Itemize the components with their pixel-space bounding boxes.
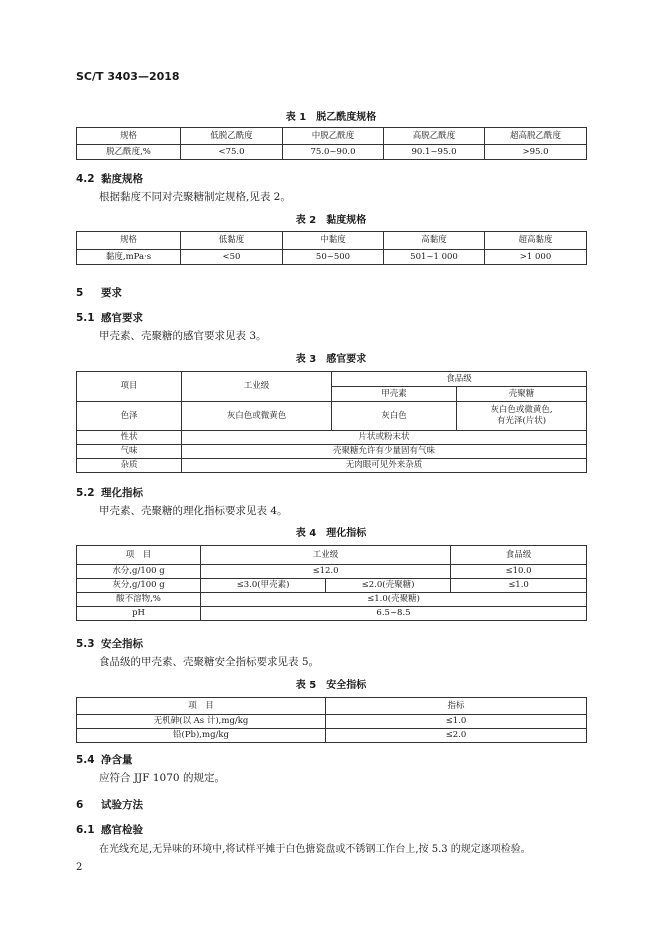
table4-insoluble-label: 酸不溶物,% xyxy=(77,593,201,607)
table3-impurity-label: 杂质 xyxy=(77,459,182,473)
section-number: 5.2 xyxy=(76,487,95,499)
table4-ash-chitin: ≤3.0(甲壳素) xyxy=(201,579,326,593)
table4-insoluble-value: ≤1.0(壳聚糖) xyxy=(201,593,587,607)
table5-lead-label: 铅(Pb),mg/kg xyxy=(77,729,326,743)
table2-cell: 黏度,mPa·s xyxy=(77,250,181,265)
table3-smell-value: 壳聚糖允许有少量固有气味 xyxy=(182,445,587,459)
table3-header-chitosan: 壳聚糖 xyxy=(457,387,587,402)
table2-header: 规格 xyxy=(77,232,181,250)
paragraph: 在光线充足,无异味的环境中,将试样平摊于白色搪瓷盘或不锈钢工作台上,按 5.3 的规定逐项检验。 xyxy=(99,844,531,855)
table1 xyxy=(76,127,587,160)
section-number: 5 xyxy=(76,287,84,299)
table1-cell: <75.0 xyxy=(181,145,283,160)
table3-color-industrial: 灰白色或微黄色 xyxy=(182,402,332,431)
section-heading xyxy=(76,797,143,812)
table2-header: 超高黏度 xyxy=(485,232,587,250)
table4-header-industrial: 工业级 xyxy=(201,546,451,565)
table1-cell: >95.0 xyxy=(485,145,587,160)
section-title: 理化指标 xyxy=(101,487,143,499)
table2-cell: >1 000 xyxy=(485,250,587,265)
table5-header-index: 指标 xyxy=(326,698,587,715)
table5-arsenic-label: 无机砷(以 As 计),mg/kg xyxy=(77,715,326,729)
table5-lead-value: ≤2.0 xyxy=(326,729,587,743)
table2-cell: <50 xyxy=(181,250,283,265)
section-heading xyxy=(76,485,143,500)
section-number: 5.1 xyxy=(76,312,95,324)
section-number: 6.1 xyxy=(76,824,95,836)
table3-color-label: 色泽 xyxy=(77,402,182,431)
table4-moisture-label: 水分,g/100 g xyxy=(77,565,201,579)
table4-ph-label: pH xyxy=(77,607,201,621)
table5-arsenic-value: ≤1.0 xyxy=(326,715,587,729)
table3-color-chitosan-line: 有光泽(片状) xyxy=(496,416,547,426)
section-title: 试验方法 xyxy=(101,799,143,811)
table1-caption: 表 1 脱乙酰度规格 xyxy=(285,112,377,123)
table2-header: 低黏度 xyxy=(181,232,283,250)
paragraph: 根据黏度不同对壳聚糖制定规格,见表 2。 xyxy=(99,191,291,203)
table5-header-item: 项 目 xyxy=(77,698,326,715)
paragraph: 甲壳素、壳聚糖的感官要求见表 3。 xyxy=(99,330,267,342)
section-title: 要求 xyxy=(101,287,122,299)
table4-ash-label: 灰分,g/100 g xyxy=(77,579,201,593)
section-title: 感官检验 xyxy=(101,824,143,836)
section-title: 感官要求 xyxy=(101,312,143,324)
table3 xyxy=(76,371,587,473)
table1-cell: 脱乙酰度,% xyxy=(77,145,181,160)
table3-header-item: 项目 xyxy=(77,372,182,402)
section-number: 6 xyxy=(76,799,84,811)
table4-caption: 表 4 理化指标 xyxy=(295,528,367,539)
section-title: 净含量 xyxy=(101,754,133,766)
table3-header-chitin: 甲壳素 xyxy=(332,387,457,402)
table3-caption: 表 3 感官要求 xyxy=(295,354,367,365)
table3-shape-value: 片状或粉末状 xyxy=(182,431,587,445)
table2-header: 高黏度 xyxy=(384,232,485,250)
table4-ash-food: ≤1.0 xyxy=(451,579,587,593)
table3-header-industrial: 工业级 xyxy=(182,372,332,402)
paragraph: 食品级的甲壳素、壳聚糖安全指标要求见表 5。 xyxy=(99,656,320,668)
table1-cell: 90.1~95.0 xyxy=(384,145,485,160)
section-title: 安全指标 xyxy=(101,638,143,650)
table1-header: 高脱乙酰度 xyxy=(384,128,485,145)
table3-color-chitosan xyxy=(457,402,587,431)
table3-impurity-value: 无肉眼可见外来杂质 xyxy=(182,459,587,473)
table2-header: 中黏度 xyxy=(283,232,384,250)
document-header: SC/T 3403—2018 xyxy=(76,70,180,83)
table3-smell-label: 气味 xyxy=(77,445,182,459)
section-heading xyxy=(76,310,143,325)
paragraph: 应符合 JJF 1070 的规定。 xyxy=(99,772,225,784)
table5 xyxy=(76,697,587,743)
table4-ash-chitosan: ≤2.0(壳聚糖) xyxy=(326,579,451,593)
table3-shape-label: 性状 xyxy=(77,431,182,445)
table3-header-food: 食品级 xyxy=(332,372,587,387)
section-heading xyxy=(76,285,122,300)
table2-cell: 50~500 xyxy=(283,250,384,265)
section-number: 5.3 xyxy=(76,638,95,650)
table4-moisture-industrial: ≤12.0 xyxy=(201,565,451,579)
table4-ph-value: 6.5~8.5 xyxy=(201,607,587,621)
table4-header-item: 项 目 xyxy=(77,546,201,565)
table2-cell: 501~1 000 xyxy=(384,250,485,265)
section-heading xyxy=(76,752,133,767)
table1-cell: 75.0~90.0 xyxy=(283,145,384,160)
table1-header: 规格 xyxy=(77,128,181,145)
section-title: 黏度规格 xyxy=(101,173,143,185)
section-heading xyxy=(76,822,143,837)
table2 xyxy=(76,231,587,265)
paragraph: 甲壳素、壳聚糖的理化指标要求见表 4。 xyxy=(99,505,288,517)
table3-color-chitin: 灰白色 xyxy=(332,402,457,431)
table1-header: 超高脱乙酰度 xyxy=(485,128,587,145)
table4-header-food: 食品级 xyxy=(451,546,587,565)
table2-caption: 表 2 黏度规格 xyxy=(295,215,367,226)
page-number: 2 xyxy=(76,862,83,873)
table3-color-chitosan-line: 灰白色或微黄色, xyxy=(490,405,553,415)
table4 xyxy=(76,545,587,621)
section-number: 4.2 xyxy=(76,173,95,185)
section-heading xyxy=(76,171,143,186)
table1-header: 中脱乙酰度 xyxy=(283,128,384,145)
section-number: 5.4 xyxy=(76,754,95,766)
section-heading xyxy=(76,636,143,651)
table5-caption: 表 5 安全指标 xyxy=(295,680,367,691)
table1-header: 低脱乙酰度 xyxy=(181,128,283,145)
table4-moisture-food: ≤10.0 xyxy=(451,565,587,579)
